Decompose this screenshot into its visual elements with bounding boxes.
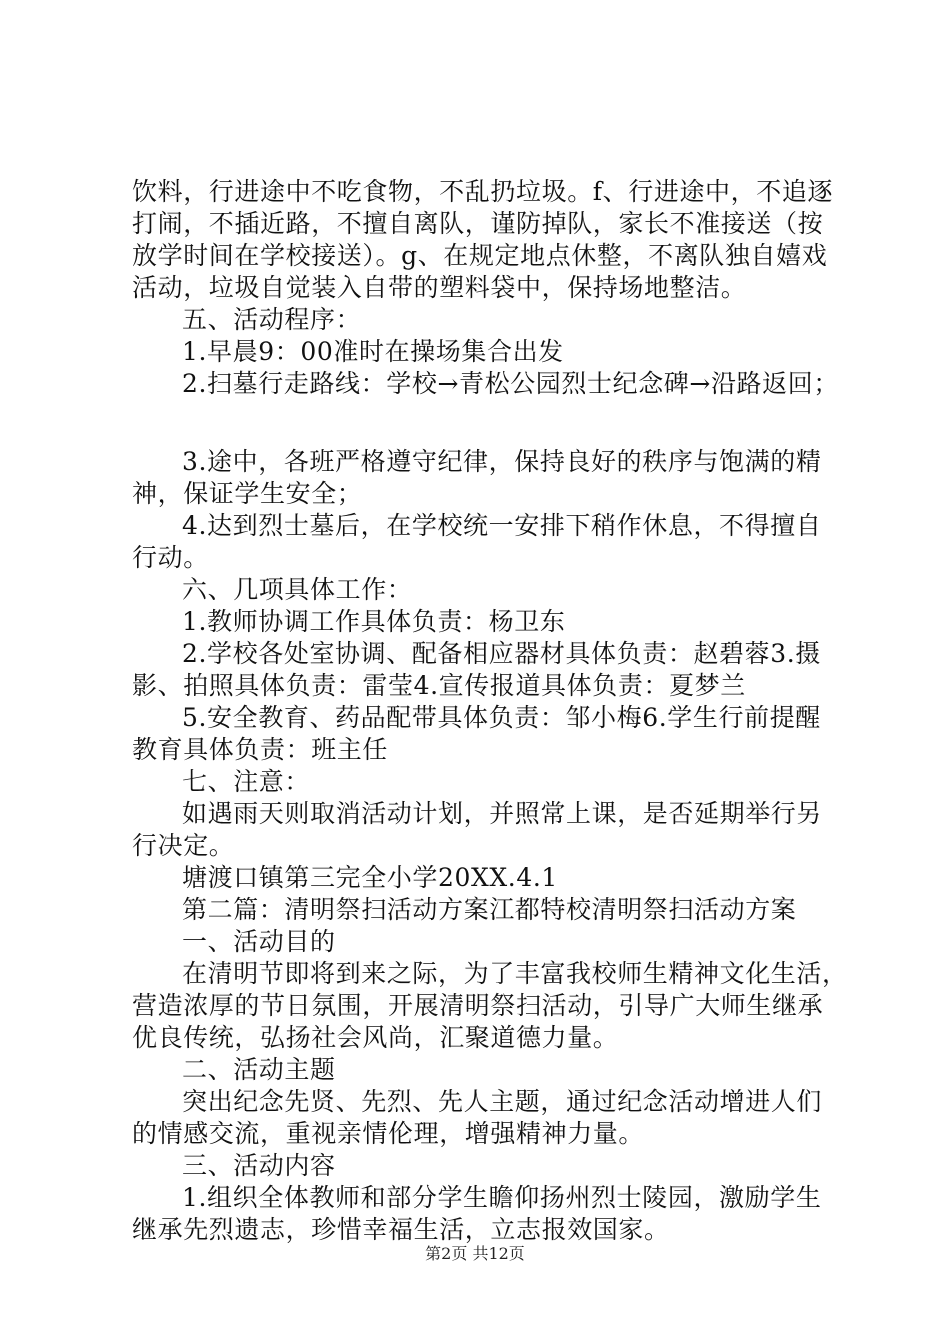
text-line: 2.扫墓行走路线：学校→青松公园烈士纪念碑→沿路返回； [182,369,839,398]
text-line: 4.达到烈士墓后，在学校统一安排下稍作休息，不得擅自 [182,511,822,540]
text-line: 行决定。 [132,831,235,860]
section-heading: 一、活动目的 [182,927,336,956]
document-body [132,176,848,1246]
text-line: 1.教师协调工作具体负责：杨卫东 [182,607,566,636]
text-line: 5.安全教育、药品配带具体负责：邹小梅6.学生行前提醒 [182,703,821,732]
section-heading: 六、几项具体工作： [182,575,413,604]
text-line: 神，保证学生安全； [132,479,363,508]
page-footer: 第2页 共12页 [425,1244,525,1263]
text-line: 在清明节即将到来之际，为了丰富我校师生精神文化生活， [182,959,848,988]
text-line: 影、拍照具体负责：雷莹4.宣传报道具体负责：夏梦兰 [132,671,746,700]
text-line: 1.早晨9：00准时在操场集合出发 [182,337,564,366]
blank-gap [132,400,832,446]
text-line: 活动，垃圾自觉装入自带的塑料袋中，保持场地整洁。 [132,273,747,302]
text-line: 的情感交流，重视亲情伦理，增强精神力量。 [132,1119,645,1148]
text-line: 突出纪念先贤、先烈、先人主题，通过纪念活动增进人们 [182,1087,823,1116]
section-heading: 二、活动主题 [182,1055,336,1084]
text-line: 1.组织全体教师和部分学生瞻仰扬州烈士陵园，激励学生 [182,1183,822,1212]
section-heading: 五、活动程序： [182,305,362,334]
text-line: 营造浓厚的节日氛围，开展清明祭扫活动，引导广大师生继承 [132,991,824,1020]
text-line: 3.途中，各班严格遵守纪律，保持良好的秩序与饱满的精 [182,447,822,476]
text-line: 如遇雨天则取消活动计划，并照常上课，是否延期举行另 [182,799,823,828]
section-heading: 七、注意： [182,767,311,796]
text-line: 继承先烈遗志，珍惜幸福生活，立志报效国家。 [132,1215,670,1244]
text-line: 放学时间在学校接送）。g、在规定地点休整，不离队独自嬉戏 [132,241,828,270]
text-line: 饮料，行进途中不吃食物，不乱扔垃圾。f、行进途中，不追逐 [132,177,834,206]
text-line: 2.学校各处室协调、配备相应器材具体负责：赵碧蓉3.摄 [182,639,821,668]
text-line: 打闹，不插近路，不擅自离队，谨防掉队，家长不准接送（按 [132,209,824,238]
signature-line: 塘渡口镇第三完全小学20XX.4.1 [182,863,558,892]
text-line: 行动。 [132,543,209,572]
section-heading: 三、活动内容 [182,1151,336,1180]
text-line: 优良传统，弘扬社会风尚，汇聚道德力量。 [132,1023,619,1052]
text-line: 教育具体负责：班主任 [132,735,389,764]
chapter-heading: 第二篇：清明祭扫活动方案江都特校清明祭扫活动方案 [182,895,797,924]
